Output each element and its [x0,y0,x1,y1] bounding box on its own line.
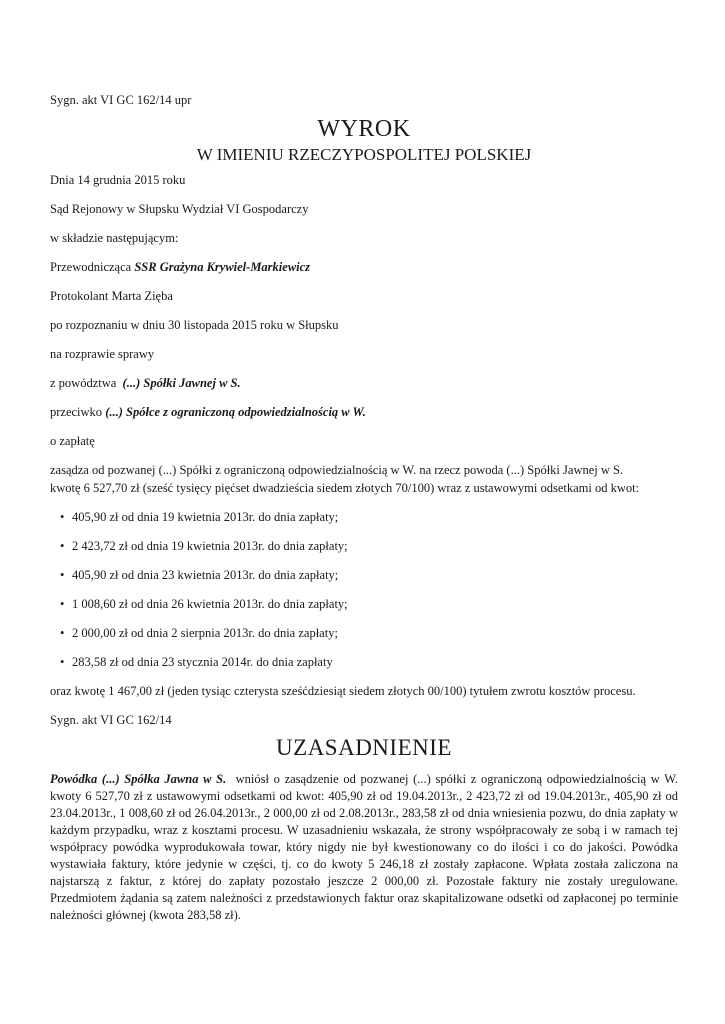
plaintiff-name: (...) Spółki Jawnej w S. [122,376,241,390]
list-item: • 2 000,00 zł od dnia 2 sierpnia 2013r. do dnia zapłaty; [50,625,338,641]
justification-lead: Powódka (...) Spółka Jawna w S. [50,772,227,786]
bullet-icon: • [60,626,65,640]
document-subtitle: W IMIENIU RZECZYPOSPOLITEJ POLSKIEJ [196,145,532,164]
case-subject: o zapłatę [50,434,95,448]
defendant-label: przeciwko [50,405,103,419]
list-item: • 405,90 zł od dnia 19 kwietnia 2013r. do dnia zapłaty; [50,509,338,525]
court-clerk: Protokolant Marta Zięba [50,289,173,303]
costs-ruling: oraz kwotę 1 467,00 zł (jeden tysiąc czterysta sześćdziesiąt siedem złotych 00/100) tytułem zwrotu kosztów procesu. [50,684,636,698]
judgment-date: Dnia 14 grudnia 2015 roku [50,173,186,187]
list-item: • 2 423,72 zł od dnia 19 kwietnia 2013r. do dnia zapłaty; [50,538,348,554]
ruling-line-2: kwotę 6 527,70 zł (sześć tysięcy pięćset dwadzieścia siedem złotych 70/100) wraz z ustawowymi odsetkami od kwot: [50,481,640,495]
justification-reference: Sygn. akt VI GC 162/14 [50,713,172,727]
court-name: Sąd Rejonowy w Słupsku Wydział VI Gospodarczy [50,202,309,216]
ruling-line-1: zasądza od pozwanej (...) Spółki z ograniczoną odpowiedzialnością w W. na rzecz powoda (...) Spółki Jawnej w S. [50,463,624,477]
bullet-icon: • [60,655,65,669]
hearing-info: po rozpoznaniu w dniu 30 listopada 2015 roku w Słupsku [50,318,339,332]
justification-paragraph [50,771,678,924]
plaintiff-label: z powództwa [50,376,117,390]
bullet-icon: • [60,510,65,524]
plaintiff [50,375,241,391]
composition-label: w składzie następującym: [50,231,179,245]
bullet-icon: • [60,597,65,611]
defendant [50,404,366,420]
presiding-judge [50,259,310,275]
presiding-name: SSR Grażyna Krywiel-Markiewicz [134,260,311,274]
list-item: • 405,90 zł od dnia 23 kwietnia 2013r. do dnia zapłaty; [50,567,338,583]
document-title: WYROK [317,116,411,142]
defendant-name: (...) Spółce z ograniczoną odpowiedzialnością w W. [105,405,366,419]
hearing-type: na rozprawie sprawy [50,347,155,361]
presiding-label: Przewodnicząca [50,260,132,274]
justification-title: UZASADNIENIE [276,735,452,760]
bullet-icon: • [60,539,65,553]
case-reference: Sygn. akt VI GC 162/14 upr [50,93,192,107]
justification-body: wniósł o zasądzenie od pozwanej (...) spółki z ograniczoną odpowiedzialnością w W. kwoty 6 527,70 zł z ustawowymi odsetkami od kwot: 405,90 zł od 19.04.2013r., 2 423,72 zł od 19.04.2013r., 405,90 zł od 23.04.2013r., 1 008,60 zł od 26.04.2013r., 2 000,00 zł od 2.08.2013r., 283,58 zł od dnia wniesienia pozwu, do dnia zapłaty w każdym przypadku, wraz z kosztami procesu. W uzasadnieniu wskazała, że strony współpracowały ze sobą i w ramach tej współpracy powódka wyprodukowała towar, który nigdy nie był kwestionowany co do ilości i co do jakości. Powódka wystawiała faktury, które jedynie w części, tj. co do kwoty 5 246,18 zł zostały zapłacone. Wpłata została zaliczona na najstarszą z faktur, z której do zapłaty pozostało jeszcze 2 000,00 zł. Pozostałe faktury nie zostały uregulowane. Przedmiotem żądania są zatem należności z przedstawionych faktur oraz skapitalizowane odsetki od zapłaconej po terminie należności głównej (kwota 283,58 zł). [50,772,678,922]
list-item: • 1 008,60 zł od dnia 26 kwietnia 2013r. do dnia zapłaty; [50,596,348,612]
bullet-icon: • [60,568,65,582]
list-item: • 283,58 zł od dnia 23 stycznia 2014r. do dnia zapłaty [50,654,333,670]
